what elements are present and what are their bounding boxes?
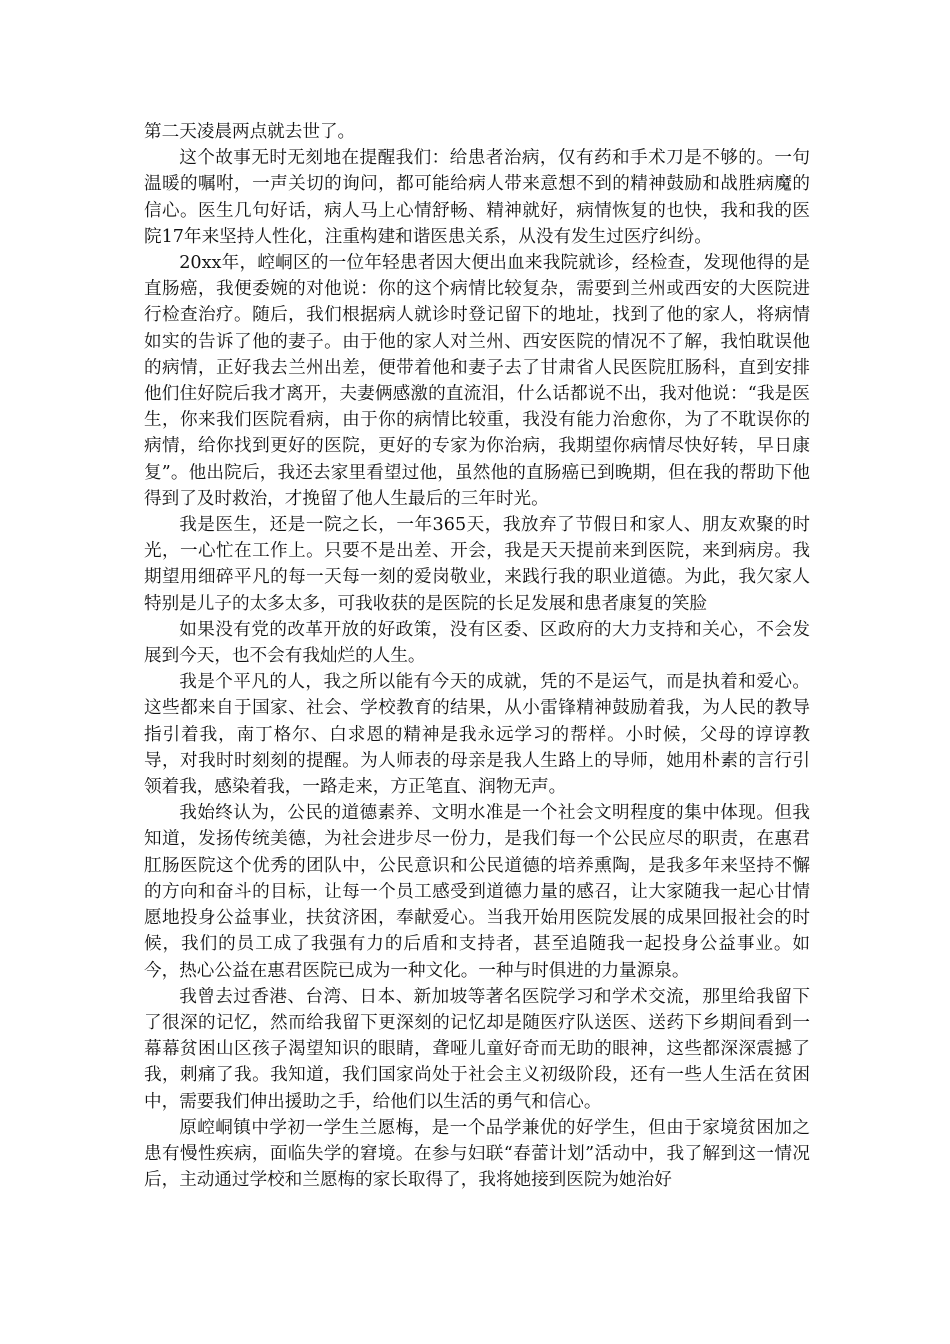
paragraph-4: 我是医生，还是一院之长，一年365天，我放弃了节假日和家人、朋友欢聚的时光，一心忙在工作上。只要不是出差、开会，我是天天提前来到医院，来到病房。我期望用细碎平凡的每一天每一刻的爱岗敬业，来践行我的职业道德。为此，我欠家人特别是儿子的太多太多，可我收获的是医院的长足发展和患者康复的笑脸 [144, 515, 810, 614]
paragraph-2: 这个故事无时无刻地在提醒我们：给患者治病，仅有药和手术刀是不够的。一句温暖的嘱咐，一声关切的询问，都可能给病人带来意想不到的精神鼓励和战胜病魔的信心。医生几句好话，病人马上心情舒畅、精神就好，病情恢复的也快，我和我的医院17年来坚持人性化，注重构建和谐医患关系，从没有发生过医疗纠纷。 [144, 148, 810, 247]
paragraph-7: 我始终认为，公民的道德素养、文明水准是一个社会文明程度的集中体现。但我知道，发扬传统美德，为社会进步尽一份力，是我们每一个公民应尽的职责，在惠君肛肠医院这个优秀的团队中，公民意识和公民道德的培养熏陶，是我多年来坚持不懈的方向和奋斗的目标，让每一个员工感受到道德力量的感召，让大家随我一起心甘情愿地投身公益事业，扶贫济困，奉献爱心。当我开始用医院发展的成果回报社会的时候，我们的员工成了我强有力的后盾和支持者，甚至追随我一起投身公益事业。如今，热心公益在惠君医院已成为一种文化。一种与时俱进的力量源泉。 [144, 803, 810, 981]
document-page [144, 119, 810, 1193]
paragraph-6: 我是个平凡的人，我之所以能有今天的成就，凭的不是运气，而是执着和爱心。这些都来自于国家、社会、学校教育的结果，从小雷锋精神鼓励着我，为人民的教导指引着我，南丁格尔、白求恩的精神是我永远学习的帮样。小时候，父母的谆谆教导，对我时时刻刻的提醒。为人师表的母亲是我人生路上的导师，她用朴素的言行引领着我，感染着我，一路走来，方正笔直、润物无声。 [144, 672, 810, 798]
paragraph-3: 20xx年，崆峒区的一位年轻患者因大便出血来我院就诊，经检查，发现他得的是直肠癌，我便委婉的对他说：你的这个病情比较复杂，需要到兰州或西安的大医院进行检查治疗。随后，我们根据病人就诊时登记留下的地址，找到了他的家人，将病情如实的告诉了他的妻子。由于他的家人对兰州、西安医院的情况不了解，我怕耽误他的病情，正好我去兰州出差，便带着他和妻子去了甘肃省人民医院肛肠科，直到安排他们住好院后我才离开，夫妻俩感激的直流泪，什么话都说不出，我对他说：“我是医生，你来我们医院看病，由于你的病情比较重，我没有能力治愈你，为了不耽误你的病情，给你找到更好的医院，更好的专家为你治病，我期望你病情尽快好转，早日康复”。他出院后，我还去家里看望过他，虽然他的直肠癌已到晚期，但在我的帮助下他得到了及时救治，才挽留了他人生最后的三年时光。 [144, 253, 810, 509]
paragraph-1: 第二天凌晨两点就去世了。 [144, 122, 356, 142]
paragraph-5: 如果没有党的改革开放的好政策，没有区委、区政府的大力支持和关心，不会发展到今天，也不会有我灿烂的人生。 [144, 619, 810, 667]
paragraph-9: 原崆峒镇中学初一学生兰愿梅，是一个品学兼优的好学生，但由于家境贫困加之患有慢性疾病，面临失学的窘境。在参与妇联“春蕾计划”活动中，我了解到这一情况后，主动通过学校和兰愿梅的家长取得了，我将她接到医院为她治好 [144, 1117, 810, 1191]
paragraph-8: 我曾去过香港、台湾、日本、新加坡等著名医院学习和学术交流，那里给我留下了很深的记忆，然而给我留下更深刻的记忆却是随医疗队送医、送药下乡期间看到一幕幕贫困山区孩子渴望知识的眼睛，聋哑儿童好奇而无助的眼神，这些都深深震撼了我，刺痛了我。我知道，我们国家尚处于社会主义初级阶段，还有一些人生活在贫困中，需要我们伸出援助之手，给他们以生活的勇气和信心。 [144, 986, 810, 1112]
